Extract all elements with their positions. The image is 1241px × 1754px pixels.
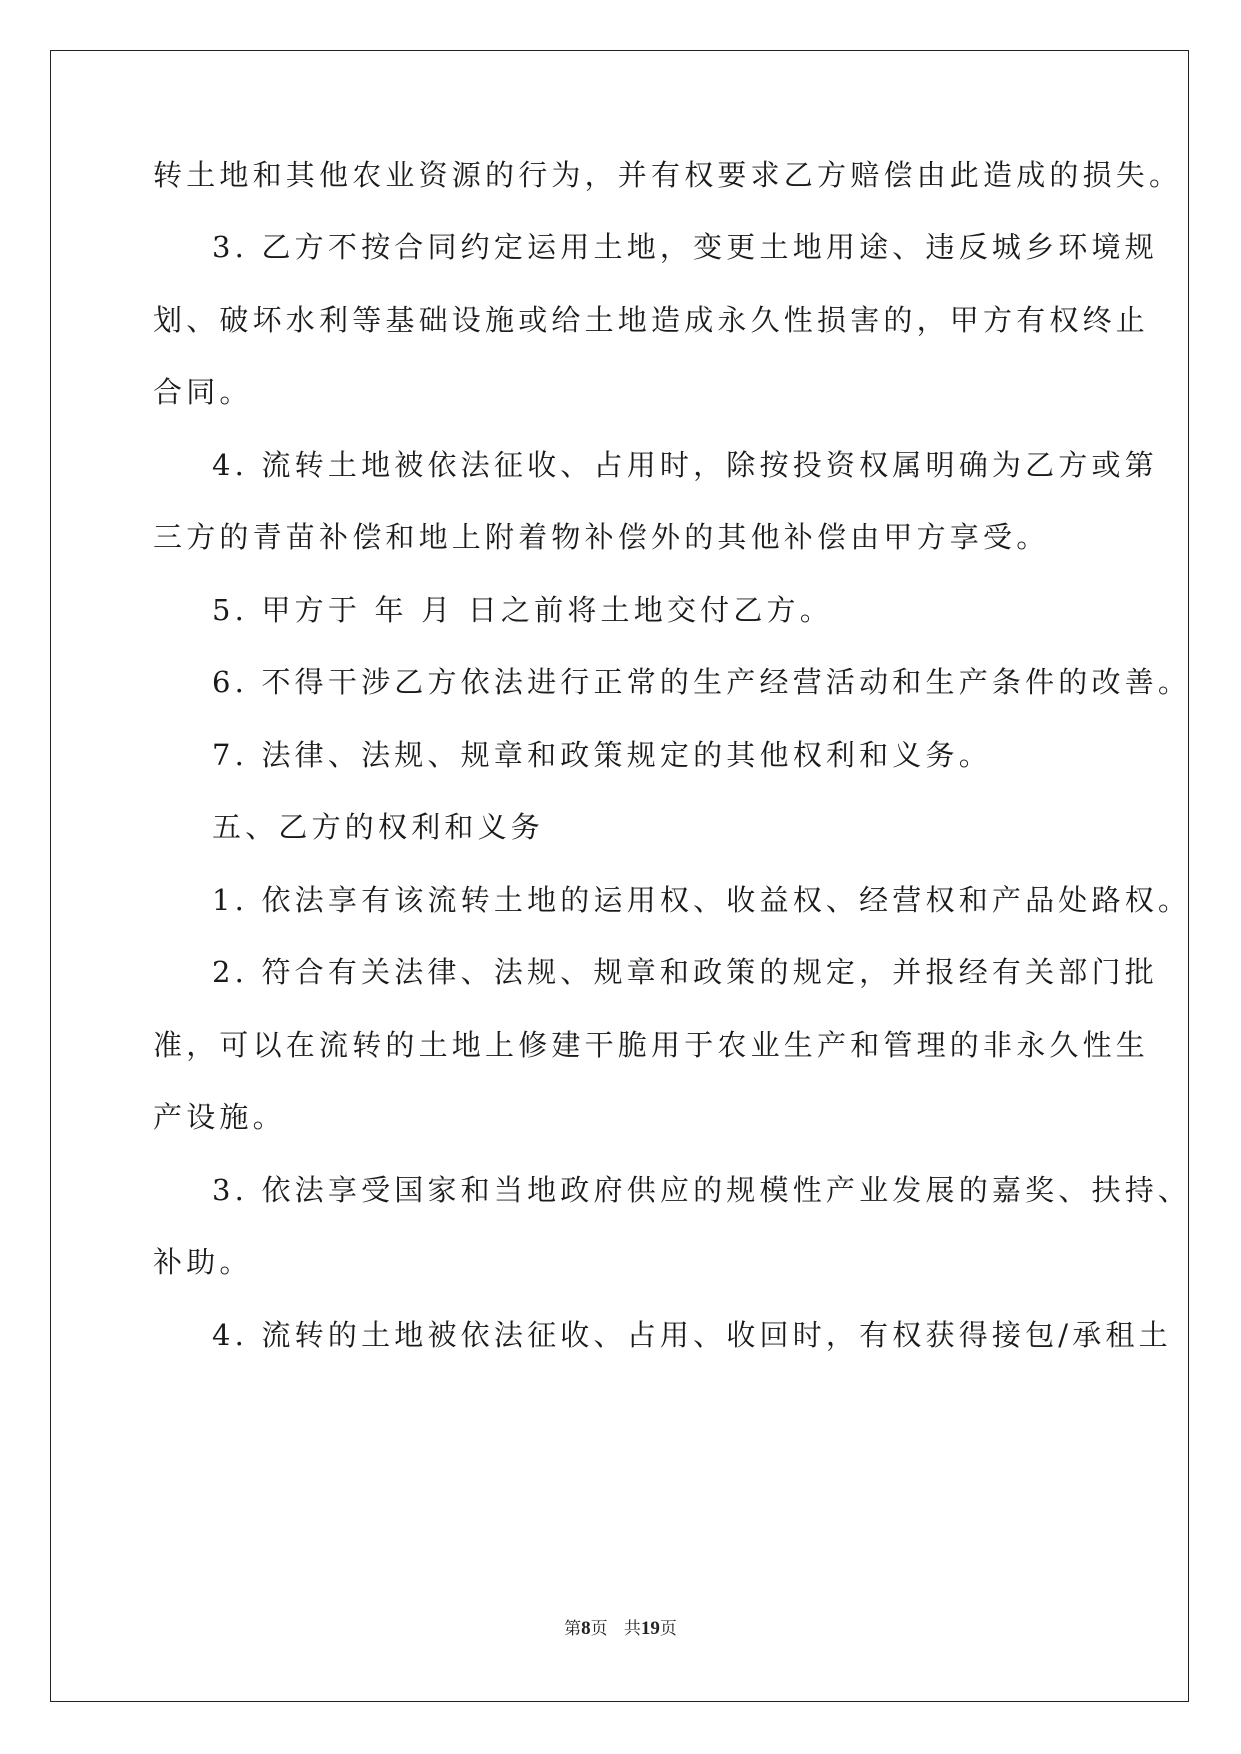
text-line: 转土地和其他农业资源的行为，并有权要求乙方赔偿由此造成的损失。 xyxy=(153,158,1183,192)
text-line: 1. 依法享有该流转土地的运用权、收益权、经营权和产品处路权。 xyxy=(212,883,1192,917)
text-line: 准，可以在流转的土地上修建干脆用于农业生产和管理的非永久性生 xyxy=(153,1028,1150,1062)
page-number: 8 xyxy=(581,1618,591,1639)
text-line: 6. 不得干涉乙方依法进行正常的生产经营活动和生产条件的改善。 xyxy=(212,665,1192,699)
footer-mid: 页 共 xyxy=(590,1619,641,1639)
text-line: 2. 符合有关法律、法规、规章和政策的规定，并报经有关部门批 xyxy=(212,955,1158,989)
footer-suffix: 页 xyxy=(659,1619,677,1639)
page-border xyxy=(50,50,1192,1702)
text-line: 3. 依法享受国家和当地政府供应的规模性产业发展的嘉奖、扶持、 xyxy=(212,1173,1192,1207)
text-line: 产设施。 xyxy=(153,1100,286,1134)
footer-prefix: 第 xyxy=(564,1619,582,1639)
text-line: 4. 流转的土地被依法征收、占用、收回时，有权获得接包/承租土 xyxy=(212,1318,1172,1352)
text-line: 7. 法律、法规、规章和政策规定的其他权利和义务。 xyxy=(212,738,992,772)
text-line: 补助。 xyxy=(153,1245,253,1279)
text-line: 4. 流转土地被依法征收、占用时，除按投资权属明确为乙方或第 xyxy=(212,448,1158,482)
text-line: 三方的青苗补偿和地上附着物补偿外的其他补偿由甲方享受。 xyxy=(153,520,1050,554)
text-line: 5. 甲方于 年 月 日之前将土地交付乙方。 xyxy=(212,593,833,627)
page-footer xyxy=(0,1614,1241,1640)
text-line: 3. 乙方不按合同约定运用土地，变更土地用途、违反城乡环境规 xyxy=(212,230,1158,264)
section-heading: 五、乙方的权利和义务 xyxy=(212,810,545,844)
text-line: 划、破坏水利等基础设施或给土地造成永久性损害的，甲方有权终止 xyxy=(153,303,1150,337)
text-line: 合同。 xyxy=(153,375,253,409)
total-pages: 19 xyxy=(640,1618,660,1639)
